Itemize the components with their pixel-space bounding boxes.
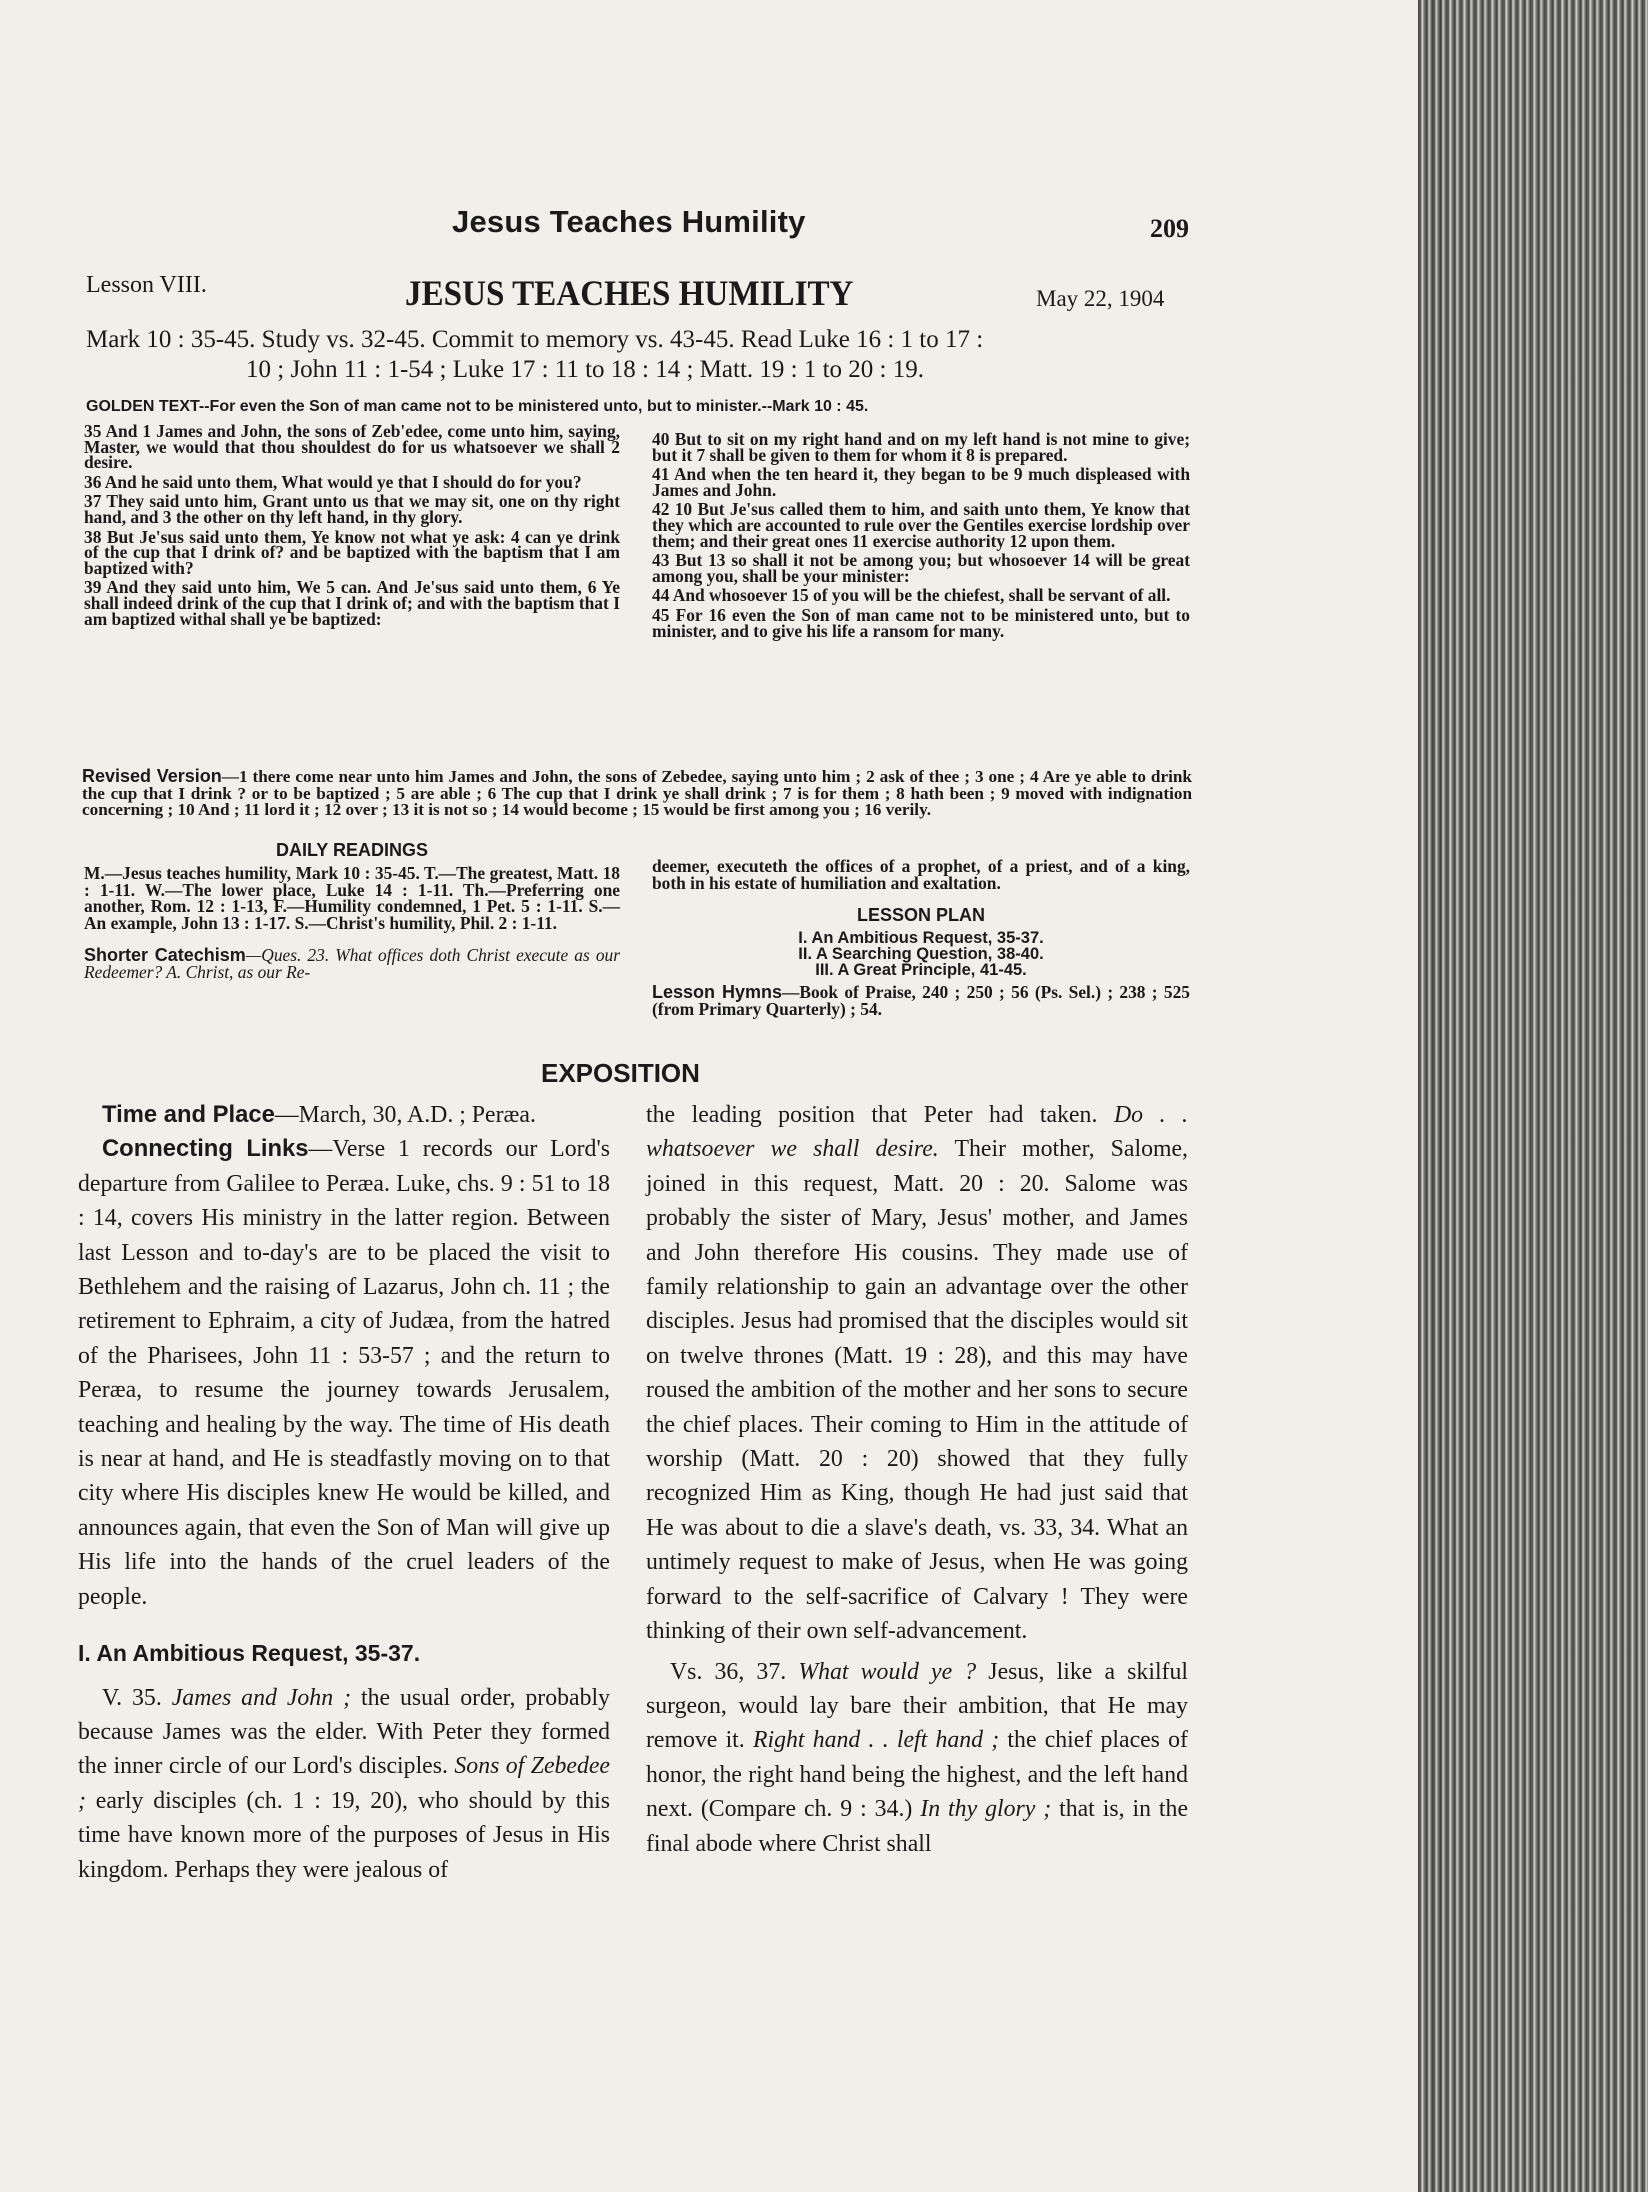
italic-phrase: Do . . whatsoever we shall desire. bbox=[646, 1102, 1188, 1163]
scripture-refs-line-1: Mark 10 : 35-45. Study vs. 32-45. Commit to memory vs. 43-45. Read Luke 16 : 1 to 17 : bbox=[86, 326, 984, 353]
revised-version-text: —1 there come near unto him James and John, the sons of Zebedee, saying unto him ; 2 ask of thee ; 3 one ; 4 Are ye able to drink the cup that I drink ? or to be baptized ; 5 are able ; 6 The cup that I drink ye shall drink ; 7 is for them ; 8 hath been ; 9 moved with indignation concerning ; 10 And ; 11 lord it ; 12 over ; 13 it is not so ; 14 would become ; 15 would be first among you ; 16 verily. bbox=[82, 767, 1192, 819]
links-label: Connecting Links bbox=[102, 1135, 309, 1163]
connecting-links bbox=[78, 1132, 610, 1614]
running-title: Jesus Teaches Humility bbox=[452, 204, 806, 239]
revised-version-label: Revised Version bbox=[82, 766, 222, 786]
catechism-continuation: deemer, executeth the offices of a prophet, of a priest, and of a king, both in his estate of humiliation and exaltation. bbox=[652, 856, 1190, 893]
lesson-plan-heading: LESSON PLAN bbox=[856, 905, 985, 925]
verse-40: 40 But to sit on my right hand and on my left hand is not mine to give; but it 7 shall be given to them for whom it 8 is prepared. bbox=[652, 429, 1190, 465]
revised-version bbox=[82, 768, 1192, 819]
daily-readings bbox=[84, 840, 620, 980]
commentary-text: the usual order, probably because James was the elder. With Peter they formed the inner circle of our Lord's disciples. bbox=[78, 1684, 610, 1780]
commentary-text: that is, in the final abode where Christ shall bbox=[646, 1796, 1189, 1857]
italic-phrase: James and John ; bbox=[171, 1684, 352, 1711]
time-label: Time and Place bbox=[102, 1101, 275, 1128]
verse-ref: V. 35. bbox=[102, 1684, 172, 1711]
verse-38: 38 But Je'sus said unto them, Ye know not what ye ask: 4 can ye drink of the cup that I drink of? and be baptized with the baptism that I am baptized with? bbox=[84, 526, 620, 578]
time-and-place bbox=[78, 1098, 610, 1132]
verse-44: 44 And whosoever 15 of you will be the chiefest, shall be servant of all. bbox=[652, 585, 1171, 606]
catechism-text: —Ques. 23. What offices doth Christ execute as our Redeemer? A. Christ, as our Re- bbox=[84, 945, 620, 982]
lesson-plan-item: III. A Great Principle, 41-45. bbox=[815, 961, 1027, 979]
verse-42: 42 10 But Je'sus called them to him, and saith unto them, Ye know that they which are accounted to rule over the Gentiles exercise lordship over them; and their great ones 11 exercise authority 12 upon them. bbox=[652, 499, 1190, 551]
golden-text: GOLDEN TEXT--For even the Son of man came not to be ministered unto, but to minister.--Mark 10 : 45. bbox=[86, 398, 869, 415]
page-number: 209 bbox=[1150, 214, 1189, 243]
time-text: —March, 30, A.D. ; Peræa. bbox=[274, 1102, 536, 1128]
shorter-catechism bbox=[84, 947, 620, 980]
italic-phrase: Sons of Zebedee ; bbox=[78, 1753, 610, 1814]
verse-37: 37 They said unto him, Grant unto us that we may sit, one on thy right hand, and 3 the other on thy left hand, in thy glory. bbox=[84, 491, 620, 527]
lesson-hymns bbox=[652, 984, 1190, 1017]
italic-phrase: Right hand . . left hand ; bbox=[752, 1727, 1000, 1754]
exposition-heading: EXPOSITION bbox=[541, 1058, 700, 1088]
lesson-title: JESUS TEACHES HUMILITY bbox=[405, 273, 854, 313]
verse-35-commentary bbox=[78, 1681, 610, 1887]
scripture-refs-line-2: 10 ; John 11 : 1-54 ; Luke 17 : 11 to 18 : 14 ; Matt. 19 : 1 to 20 : 19. bbox=[246, 356, 924, 383]
commentary-text: Their mother, Salome, joined in this request, Matt. 20 : 20. Salome was probably the sister of Mary, Jesus' mother, and James and John therefore His cousins. They made use of family relationship to gain an advantage over the other disciples. Jesus had promised that the disciples would sit on twelve thrones (Matt. 19 : 28), and this may have roused the ambition of the mother and her sons to secure the chief places. Their coming to Him in the attitude of worship (Matt. 20 : 20) showed that they fully recognized Him as King, though He had just said that He was about to die a slave's death, vs. 33, 34. What an untimely request to make of Jesus, when He was going forward to the self-sacrifice of Calvary ! They were thinking of their own self-advancement. bbox=[646, 1136, 1188, 1645]
italic-phrase: What would ye ? bbox=[798, 1658, 977, 1685]
verse-35: 35 And 1 James and John, the sons of Zeb'edee, come unto him, saying, Master, we would that thou shouldest do for us whatsoever we shall 2 desire. bbox=[84, 421, 620, 473]
lesson-plan-item: I. An Ambitious Request, 35-37. bbox=[798, 929, 1044, 947]
scripture-left-column bbox=[84, 421, 620, 631]
italic-phrase: In thy glory ; bbox=[920, 1796, 1052, 1823]
hymns-text: —Book of Praise, 240 ; 250 ; 56 (Ps. Sel.) ; 238 ; 525 (from Primary Quarterly) ; 54. bbox=[652, 982, 1190, 1019]
book-page-edges bbox=[1418, 0, 1648, 2192]
exposition-left-column bbox=[78, 1098, 610, 1887]
commentary-text: the chief places of honor, the right hand being the highest, and the left hand next. (Compare ch. 9 : 34.) bbox=[646, 1727, 1188, 1823]
catechism-label: Shorter Catechism bbox=[84, 945, 246, 965]
daily-readings-text: M.—Jesus teaches humility, Mark 10 : 35-45. T.—The greatest, Matt. 18 : 1-11. W.—The lower place, Luke 14 : 1-11. Th.—Preferring one another, Rom. 12 : 1-13, F.—Humility condemned, 1 Pet. 5 : 1-11. S.—An example, John 13 : 1-17. S.—Christ's humility, Phil. 2 : 1-11. bbox=[84, 863, 620, 933]
commentary-text: the leading position that Peter had taken. bbox=[646, 1102, 1114, 1128]
continued-commentary bbox=[646, 1098, 1188, 1649]
links-text: —Verse 1 records our Lord's departure from Galilee to Peræa. Luke, chs. 9 : 51 to 18 : 14, covers His ministry in the latter region. Between last Lesson and to-day's are to be placed the visit to Bethlehem and the raising of Lazarus, John ch. 11 ; the retirement to Ephraim, a city of Judæa, from the hatred of the Pharisees, John 11 : 53-57 ; and the return to Peræa, to resume the journey towards Jerusalem, teaching and healing by the way. The time of His death is near at hand, and He is steadfastly moving on to that city where His disciples knew He would be killed, and announces again, that even the Son of Man will give up His life into the hands of the cruel leaders of the people. bbox=[78, 1136, 610, 1610]
hymns-label: Lesson Hymns bbox=[652, 982, 782, 1002]
verse-39: 39 And they said unto him, We 5 can. And Je'sus said unto them, 6 Ye shall indeed drink of the cup that I drink of; and with the baptism that I am baptized withal shall ye be baptized: bbox=[84, 577, 620, 629]
commentary-text: Jesus, like a skilful surgeon, would lay bare their ambition, that He may remove it. bbox=[646, 1658, 1188, 1754]
scripture-right-column bbox=[652, 429, 1190, 643]
verses-36-37-commentary bbox=[646, 1655, 1188, 1861]
right-info-block bbox=[652, 858, 1190, 1017]
commentary-text: early disciples (ch. 1 : 19, 20), who should by this time have known more of the purposes of Jesus in His kingdom. Perhaps they were jealous of bbox=[78, 1787, 610, 1883]
verse-41: 41 And when the ten heard it, they began to be 9 much displeased with James and John. bbox=[652, 464, 1190, 500]
exposition-right-column bbox=[646, 1098, 1188, 1861]
verse-45: 45 For 16 even the Son of man came not to be ministered unto, but to minister, and to give his life a ransom for many. bbox=[652, 604, 1190, 641]
daily-readings-heading: DAILY READINGS bbox=[275, 840, 429, 860]
lesson-number: Lesson VIII. bbox=[86, 272, 207, 298]
lesson-date: May 22, 1904 bbox=[1036, 286, 1165, 311]
lesson-plan-items bbox=[652, 930, 1190, 978]
verse-36: 36 And he said unto them, What would ye that I should do for you? bbox=[84, 471, 582, 492]
verse-43: 43 But 13 so shall it not be among you; but whosoever 14 will be great among you, shall be your minister: bbox=[652, 550, 1190, 586]
lesson-plan-item: II. A Searching Question, 38-40. bbox=[798, 945, 1044, 963]
section-heading-1: I. An Ambitious Request, 35-37. bbox=[78, 1640, 421, 1667]
verse-ref: Vs. 36, 37. bbox=[670, 1658, 799, 1685]
